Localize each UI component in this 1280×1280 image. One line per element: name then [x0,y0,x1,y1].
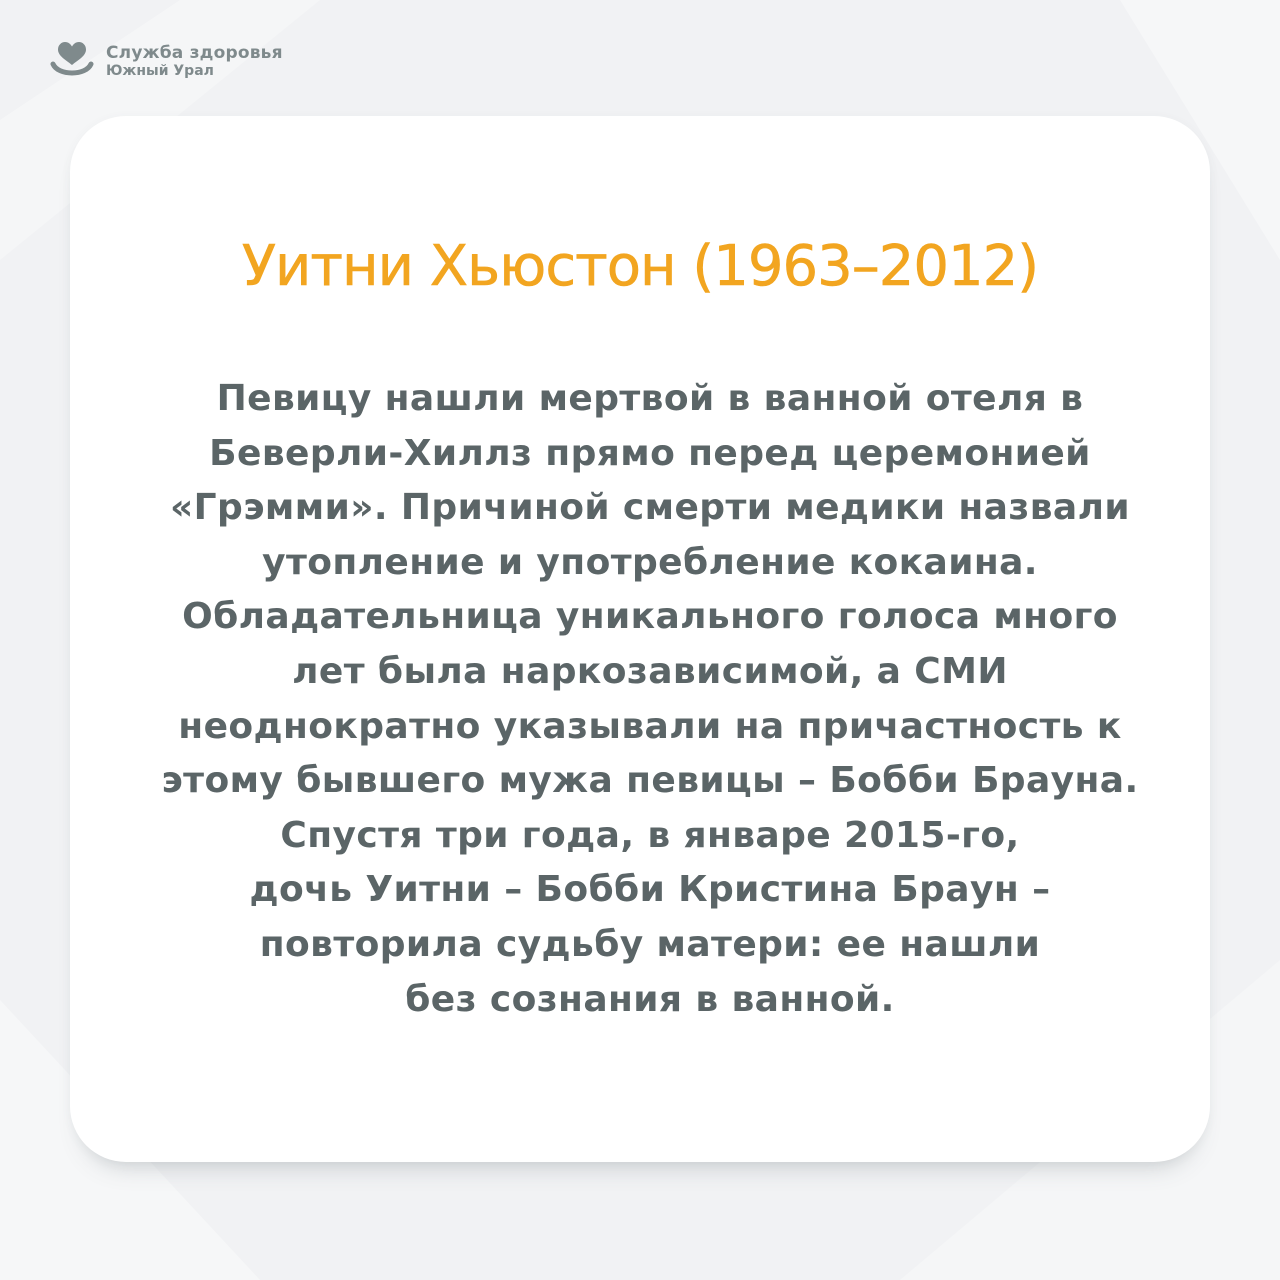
body-line: повторила судьбу матери: ее нашли [259,923,1041,965]
brand-name: Служба здоровья [106,43,283,64]
body-line: утопление и употребление кокаина. [262,541,1038,583]
body-line: Обладательница уникального голоса много [182,596,1118,638]
body-line: этому бывшего мужа певицы – Бобби Брауна. [161,760,1139,802]
body-line: Певицу нашли мертвой в ванной отеля в [216,378,1084,419]
body-line: Беверли-Хиллз прямо перед церемонией [209,432,1091,474]
page-title: Уитни Хьюстон (1963–2012) [241,234,1039,299]
body-line: без сознания в ванной. [405,978,895,1020]
body-line: дочь Уитни – Бобби Кристина Браун – [249,869,1051,911]
body-line: неоднократно указывали на причастность к [178,705,1122,747]
brand-logo [50,40,283,84]
body-line: лет была наркозависимой, а СМИ [292,650,1008,692]
heart-smile-icon [50,40,94,84]
brand-region: Южный Урал [106,63,214,80]
body-line: «Грэмми». Причиной смерти медики назвали [170,487,1130,529]
body-line: Спустя три года, в январе 2015-го, [280,814,1020,856]
article-body [100,372,1200,1027]
